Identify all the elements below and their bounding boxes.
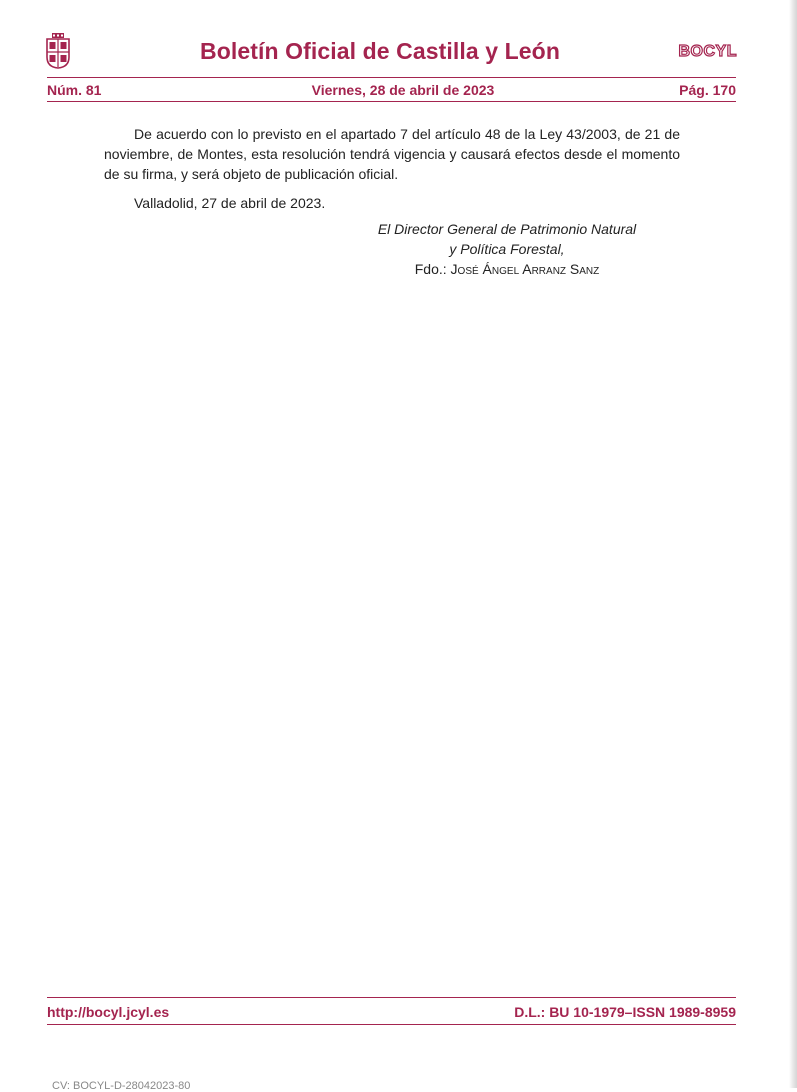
page-edge-shadow <box>789 0 797 1088</box>
issue-number: Núm. 81 <box>47 82 102 98</box>
legal-deposit-issn: D.L.: BU 10-1979–ISSN 1989-8959 <box>514 1004 736 1020</box>
signature-line <box>320 259 694 279</box>
page-number: Pág. 170 <box>679 82 736 98</box>
header-rule-bottom <box>47 101 736 102</box>
place-and-date: Valladolid, 27 de abril de 2023. <box>134 195 326 211</box>
issue-date: Viernes, 28 de abril de 2023 <box>311 82 495 98</box>
body-paragraph: De acuerdo con lo previsto en el apartado 7 del artículo 48 de la Ley 43/2003, de 21 de noviembre, de Montes, esta resolución tendrá vigencia y causará efectos desde el momento de su firma, y será objeto de publicación oficial. <box>104 126 680 182</box>
signature-role-line1: El Director General de Patrimonio Natural <box>377 221 637 237</box>
header-rule-top <box>47 77 736 78</box>
publication-title: Boletín Oficial de Castilla y León <box>200 38 560 64</box>
footer-rule-bottom <box>47 1024 736 1025</box>
bocyl-logo: BOCYL <box>678 43 737 60</box>
footer-rule-top <box>47 997 736 998</box>
signature-prefix: Fdo.: <box>414 261 451 277</box>
document-cv-code: CV: BOCYL-D-28042023-80 <box>52 1080 191 1092</box>
signer-name: José Ángel Arranz Sanz <box>450 261 600 277</box>
signature-role-line2: y Política Forestal, <box>449 241 565 257</box>
bocyl-website-link[interactable]: http://bocyl.jcyl.es <box>47 1004 170 1020</box>
signature-block <box>320 219 694 279</box>
